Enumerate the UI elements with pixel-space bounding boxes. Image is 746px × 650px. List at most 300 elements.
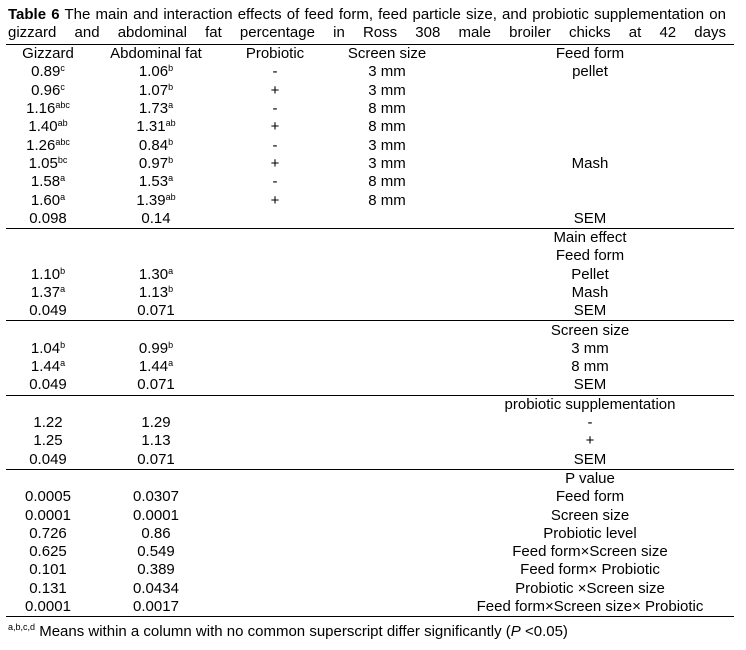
cell-gizzard-superscript: a [60,284,66,294]
cell-abdominal-fat [90,63,222,81]
cell-gizzard-value: 0.96 [31,81,61,99]
cell-abdominal-fat-value: 0.0434 [133,579,179,597]
cell-feed-form-value: - [587,414,593,432]
cell-probiotic [222,100,328,118]
cell-gizzard-value: 1.40 [28,118,58,136]
table-row [6,284,734,302]
cell-feed-form-value: Feed form×Screen size× Probiotic [476,598,704,616]
column-header-screen-size: Screen size [328,45,446,64]
cell-screen-size [328,580,446,598]
cell-gizzard-value: 1.60 [30,191,61,209]
table-body [6,63,734,616]
cell-abdominal-fat-value: 0.071 [137,450,175,468]
cell-feed-form [446,118,734,136]
table-row [6,432,734,450]
table-row [6,136,734,154]
cell-screen-size-value: 3 mm [368,81,406,99]
cell-feed-form [446,228,734,247]
cell-probiotic [222,228,328,247]
cell-abdominal-fat-value: 0.389 [137,561,175,579]
cell-gizzard-value: 0.89 [31,63,61,81]
cell-abdominal-fat-value: 0.0001 [133,506,179,524]
cell-feed-form-value: Pellet [571,265,609,283]
cell-feed-form-value: 8 mm [571,358,609,376]
cell-feed-form-value: 3 mm [571,339,609,357]
cell-feed-form-value: SEM [573,209,607,227]
cell-screen-size-value: 8 mm [368,100,406,118]
cell-gizzard-value: 0.098 [29,209,67,227]
cell-abdominal-fat-value: 0.0307 [133,488,179,506]
cell-gizzard [6,506,90,524]
cell-screen-size [328,155,446,173]
cell-feed-form-value: Mash [571,284,609,301]
cell-abdominal-fat [90,358,222,376]
cell-gizzard [6,247,90,265]
cell-abdominal-fat-value: 1.29 [141,414,171,432]
cell-gizzard [6,580,90,598]
cell-gizzard [6,284,90,302]
cell-feed-form-value: SEM [573,302,607,320]
cell-gizzard [6,395,90,414]
cell-feed-form [446,321,734,340]
cell-probiotic [222,136,328,154]
cell-abdominal-fat-value: 1.13 [141,432,171,450]
cell-gizzard-value: 1.25 [33,432,63,450]
cell-gizzard-value: 0.0001 [25,506,71,524]
cell-feed-form-value: + [585,432,595,450]
cell-gizzard-superscript: c [60,63,65,74]
cell-gizzard-value: 1.22 [33,414,63,432]
cell-feed-form [446,414,734,432]
cell-gizzard-value: 0.101 [29,561,67,579]
cell-gizzard [6,302,90,321]
table-row [6,414,734,432]
cell-probiotic-value: + [270,81,280,99]
table-header-row [6,45,734,64]
cell-screen-size-value: 3 mm [368,136,406,154]
cell-abdominal-fat-value: 1.53 [138,173,169,191]
cell-abdominal-fat-value: 1.44 [138,358,169,376]
cell-abdominal-fat [90,247,222,265]
cell-probiotic-value: - [272,173,278,191]
cell-feed-form [446,340,734,358]
cell-screen-size [328,432,446,450]
cell-feed-form [446,598,734,617]
cell-gizzard-value: 1.10 [30,265,61,283]
cell-probiotic-value: + [270,191,280,209]
cell-abdominal-fat [90,136,222,154]
cell-abdominal-fat-value: 0.071 [137,376,175,394]
table-row [6,580,734,598]
column-header-probiotic: Probiotic [222,45,328,64]
cell-screen-size [328,376,446,395]
cell-screen-size [328,340,446,358]
table-row [6,451,734,470]
cell-probiotic [222,451,328,470]
cell-probiotic [222,358,328,376]
cell-abdominal-fat [90,118,222,136]
cell-screen-size [328,118,446,136]
cell-abdominal-fat [90,414,222,432]
cell-screen-size-value: 3 mm [368,154,406,172]
table-row [6,82,734,100]
cell-gizzard [6,543,90,561]
cell-abdominal-fat [90,191,222,209]
cell-probiotic [222,191,328,209]
cell-feed-form-value: Probiotic level [543,524,637,542]
table-row [6,118,734,136]
cell-probiotic [222,432,328,450]
cell-abdominal-fat-superscript: ab [165,191,176,202]
cell-gizzard-value: 1.37 [30,284,61,301]
cell-probiotic [222,155,328,173]
cell-gizzard [6,321,90,340]
cell-feed-form [446,191,734,209]
cell-gizzard [6,376,90,395]
cell-gizzard-superscript: a [60,173,66,184]
cell-gizzard-superscript: a [60,191,66,202]
cell-abdominal-fat-superscript: b [168,136,174,147]
cell-abdominal-fat [90,395,222,414]
table-row [6,340,734,358]
cell-probiotic [222,598,328,617]
cell-abdominal-fat [90,340,222,358]
cell-abdominal-fat [90,321,222,340]
table-row [6,155,734,173]
cell-gizzard-superscript: b [60,339,66,350]
cell-probiotic [222,561,328,579]
cell-feed-form [446,358,734,376]
cell-abdominal-fat-value: 0.071 [137,302,175,320]
cell-screen-size [328,506,446,524]
cell-gizzard [6,266,90,284]
cell-screen-size [328,247,446,265]
cell-feed-form [446,525,734,543]
cell-abdominal-fat [90,488,222,506]
cell-feed-form [446,302,734,321]
cell-feed-form-value: Main effect [553,229,627,247]
cell-feed-form-value: Mash [571,154,609,172]
cell-abdominal-fat-value: 0.14 [141,209,171,227]
cell-screen-size [328,543,446,561]
table-row [6,100,734,118]
cell-gizzard [6,432,90,450]
cell-gizzard [6,525,90,543]
cell-abdominal-fat-superscript: b [168,63,174,74]
cell-screen-size [328,358,446,376]
cell-abdominal-fat-value: 1.07 [138,81,169,99]
footnote-p-symbol: P [510,623,521,640]
cell-feed-form [446,580,734,598]
cell-feed-form [446,561,734,579]
cell-probiotic [222,580,328,598]
cell-screen-size [328,228,446,247]
cell-screen-size [328,321,446,340]
cell-gizzard-superscript: c [60,81,65,92]
cell-gizzard [6,561,90,579]
cell-abdominal-fat [90,210,222,229]
cell-screen-size [328,469,446,488]
cell-screen-size-value: 8 mm [368,191,406,209]
table-row [6,266,734,284]
cell-screen-size [328,451,446,470]
footnote-marks: a,b,c,d [8,622,36,632]
cell-screen-size [328,63,446,81]
cell-gizzard-value: 1.05 [28,154,58,172]
cell-abdominal-fat-superscript: b [168,81,174,92]
cell-abdominal-fat [90,561,222,579]
cell-gizzard-value: 1.44 [30,358,61,376]
table-row [6,376,734,395]
cell-feed-form [446,376,734,395]
table-row [6,469,734,488]
cell-feed-form [446,469,734,488]
cell-probiotic [222,321,328,340]
cell-gizzard-value: 1.16 [26,100,56,118]
cell-gizzard-value: 0.049 [29,302,67,320]
cell-feed-form [446,210,734,229]
cell-probiotic [222,525,328,543]
cell-screen-size [328,173,446,191]
cell-screen-size [328,488,446,506]
table-label: Table 6 [8,6,60,23]
cell-gizzard-superscript: abc [55,136,70,147]
footnote-text-after: <0.05) [520,623,568,640]
cell-screen-size [328,136,446,154]
cell-probiotic [222,340,328,358]
cell-feed-form [446,155,734,173]
cell-probiotic [222,118,328,136]
cell-gizzard [6,414,90,432]
cell-gizzard [6,598,90,617]
cell-abdominal-fat [90,376,222,395]
cell-screen-size-value: 8 mm [368,173,406,191]
cell-probiotic [222,414,328,432]
cell-gizzard [6,118,90,136]
cell-gizzard-value: 1.26 [26,136,56,154]
cell-gizzard-value: 0.049 [29,376,67,394]
cell-screen-size [328,598,446,617]
column-header-gizzard: Gizzard [6,45,90,64]
cell-gizzard-value: 0.726 [29,524,67,542]
cell-abdominal-fat [90,432,222,450]
table-row [6,228,734,247]
cell-probiotic [222,376,328,395]
cell-gizzard-superscript: ab [57,118,68,129]
cell-abdominal-fat-superscript: a [168,265,174,276]
cell-abdominal-fat-value: 1.06 [138,63,169,81]
cell-feed-form-value: Feed form [555,247,625,265]
cell-feed-form [446,432,734,450]
cell-gizzard [6,136,90,154]
cell-feed-form-value: pellet [572,63,608,81]
cell-feed-form-value: probiotic supplementation [504,395,676,413]
table-row [6,488,734,506]
cell-screen-size [328,82,446,100]
cell-probiotic [222,543,328,561]
cell-abdominal-fat [90,469,222,488]
cell-abdominal-fat-superscript: a [168,173,174,184]
cell-screen-size [328,414,446,432]
cell-probiotic [222,247,328,265]
cell-abdominal-fat [90,228,222,247]
cell-abdominal-fat-superscript: a [168,100,174,111]
cell-gizzard-value: 1.58 [30,173,61,191]
cell-abdominal-fat [90,284,222,302]
cell-abdominal-fat-value: 0.99 [138,339,169,357]
cell-screen-size-value: 3 mm [368,63,406,81]
cell-abdominal-fat-value: 1.13 [138,284,169,301]
table-row [6,561,734,579]
table-row [6,506,734,524]
cell-abdominal-fat-value: 0.86 [141,524,171,542]
cell-abdominal-fat [90,543,222,561]
table-row [6,543,734,561]
cell-gizzard [6,488,90,506]
cell-feed-form [446,506,734,524]
table-row [6,598,734,617]
cell-screen-size-value: 8 mm [368,118,406,136]
cell-feed-form-value: P value [565,469,615,487]
cell-gizzard-value: 0.131 [29,579,67,597]
cell-screen-size [328,302,446,321]
cell-probiotic-value: - [272,63,278,81]
cell-probiotic [222,284,328,302]
cell-probiotic [222,395,328,414]
cell-gizzard [6,173,90,191]
cell-gizzard-superscript: abc [55,100,70,111]
cell-abdominal-fat-superscript: ab [165,118,176,129]
cell-gizzard-value: 1.04 [30,339,61,357]
table-row [6,210,734,229]
cell-gizzard [6,451,90,470]
cell-abdominal-fat [90,302,222,321]
table-caption [8,6,726,42]
cell-screen-size [328,561,446,579]
cell-abdominal-fat-value: 0.97 [138,154,169,172]
cell-abdominal-fat [90,100,222,118]
cell-feed-form [446,173,734,191]
cell-gizzard-superscript: a [60,358,66,369]
cell-gizzard [6,155,90,173]
cell-abdominal-fat-superscript: b [168,339,174,350]
cell-probiotic-value: - [272,136,278,154]
cell-probiotic-value: + [270,154,280,172]
cell-abdominal-fat-value: 0.0017 [133,598,179,616]
cell-abdominal-fat-value: 1.39 [136,191,166,209]
cell-gizzard-value: 0.625 [29,543,67,561]
table-row [6,247,734,265]
cell-gizzard-value: 0.0005 [25,488,71,506]
cell-feed-form [446,266,734,284]
cell-feed-form-value: SEM [573,376,607,394]
cell-gizzard [6,100,90,118]
cell-abdominal-fat [90,506,222,524]
column-header-feed-form: Feed form [446,45,734,64]
cell-feed-form-value: Screen size [550,321,630,339]
cell-abdominal-fat-value: 0.84 [138,136,169,154]
cell-feed-form-value: Probiotic ×Screen size [515,579,665,597]
cell-feed-form [446,451,734,470]
cell-screen-size [328,210,446,229]
cell-abdominal-fat [90,598,222,617]
cell-screen-size [328,395,446,414]
cell-probiotic-value: + [270,118,280,136]
cell-abdominal-fat-value: 1.73 [138,100,169,118]
cell-abdominal-fat [90,173,222,191]
cell-screen-size [328,100,446,118]
cell-gizzard-superscript: bc [57,154,68,165]
cell-probiotic [222,302,328,321]
results-table [6,44,734,617]
cell-screen-size [328,525,446,543]
cell-feed-form-value: Feed form [555,488,625,506]
cell-gizzard [6,82,90,100]
cell-probiotic [222,63,328,81]
cell-screen-size [328,284,446,302]
cell-gizzard [6,210,90,229]
table-row [6,395,734,414]
cell-probiotic [222,82,328,100]
cell-feed-form-value: Feed form×Screen size [512,543,668,561]
table-row [6,63,734,81]
cell-feed-form [446,247,734,265]
cell-feed-form [446,284,734,302]
cell-probiotic [222,469,328,488]
cell-feed-form-value: Feed form× Probiotic [520,561,660,579]
cell-abdominal-fat-value: 0.549 [137,543,175,561]
cell-abdominal-fat-superscript: b [168,154,174,165]
table-row [6,525,734,543]
cell-screen-size [328,266,446,284]
cell-gizzard-superscript: b [60,265,66,276]
table-row [6,302,734,321]
footnote-text-before: Means within a column with no common superscript differ significantly ( [35,623,511,640]
cell-abdominal-fat-superscript: b [168,284,174,294]
cell-gizzard-value: 0.049 [29,450,67,468]
cell-gizzard [6,191,90,209]
column-header-abdominal-fat: Abdominal fat [90,45,222,64]
cell-abdominal-fat-value: 1.31 [136,118,166,136]
cell-gizzard [6,469,90,488]
table-caption-text: The main and interaction effects of feed form, feed particle size, and probiotic supplementation on gizzard and abdominal fat percentage in Ross 308 male broiler chicks at 42 days [8,6,726,41]
cell-feed-form [446,100,734,118]
table-row [6,173,734,191]
cell-screen-size [328,191,446,209]
cell-feed-form [446,543,734,561]
table-footnote [8,623,568,641]
cell-gizzard [6,340,90,358]
cell-gizzard-value: 0.0001 [25,598,71,616]
table-row [6,191,734,209]
table-row [6,358,734,376]
cell-abdominal-fat [90,451,222,470]
table-row [6,321,734,340]
cell-feed-form [446,136,734,154]
cell-abdominal-fat [90,266,222,284]
cell-abdominal-fat [90,155,222,173]
cell-abdominal-fat [90,525,222,543]
cell-gizzard [6,358,90,376]
cell-gizzard [6,63,90,81]
cell-abdominal-fat [90,580,222,598]
cell-probiotic [222,506,328,524]
cell-probiotic [222,210,328,229]
cell-probiotic-value: - [272,100,278,118]
cell-abdominal-fat [90,82,222,100]
cell-feed-form-value: Screen size [550,506,630,524]
cell-probiotic [222,173,328,191]
